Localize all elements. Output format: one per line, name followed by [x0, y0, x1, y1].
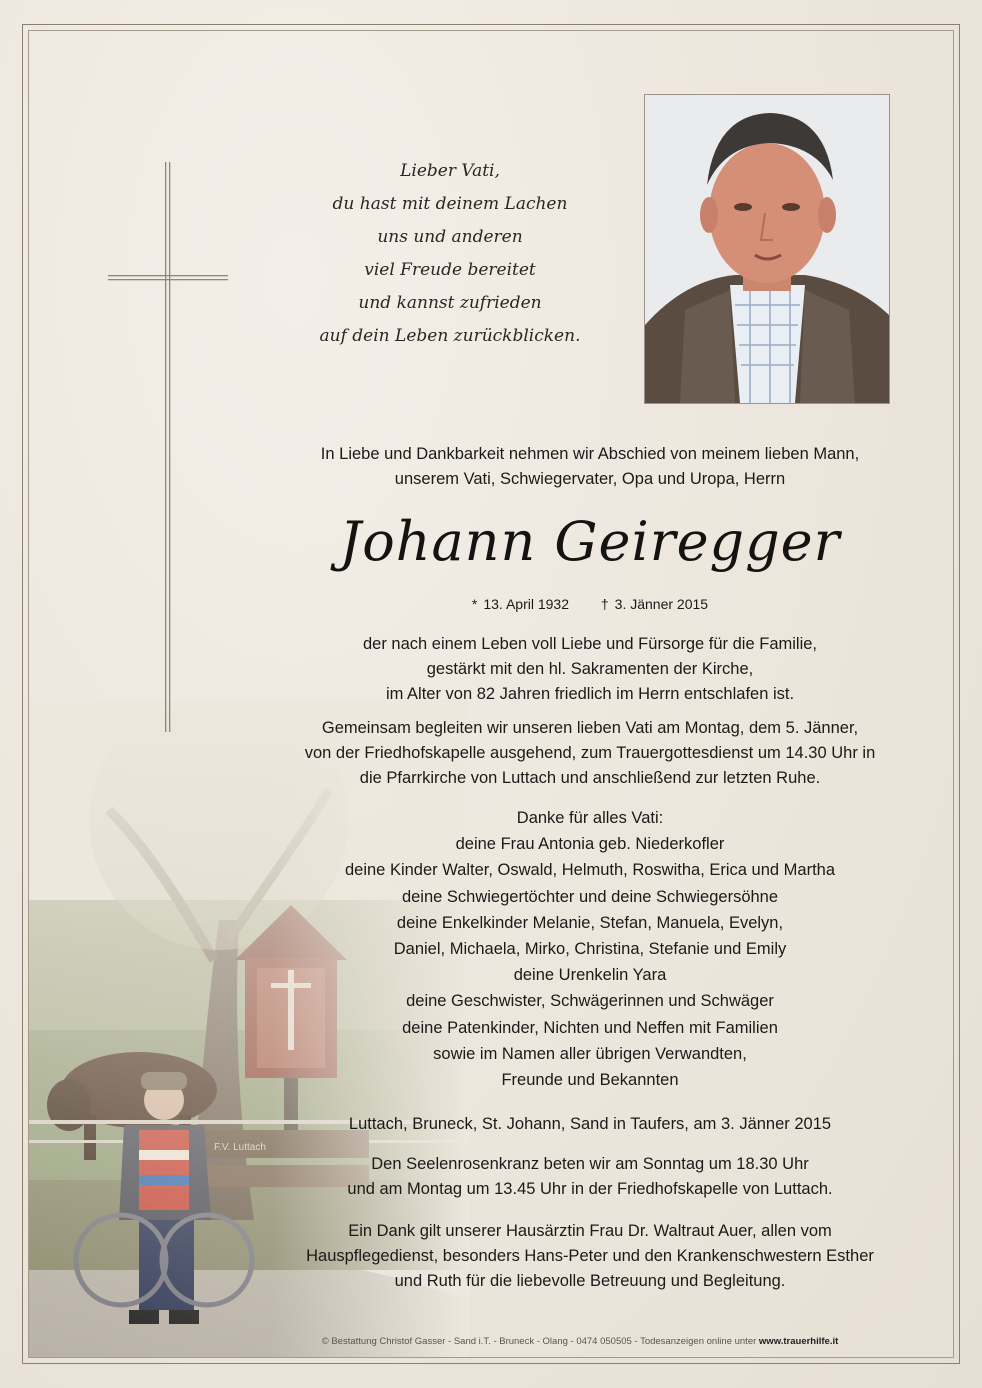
- thanks-line: deine Schwiegertöchter und deine Schwiegersöhne: [401, 887, 779, 906]
- intro-line: In Liebe und Dankbarkeit nehmen wir Abschied von meinem lieben Mann,: [320, 445, 860, 463]
- rosary-line: und am Montag um 13.45 Uhr in der Friedhofskapelle von Luttach.: [347, 1180, 833, 1198]
- poem-line: uns und anderen: [377, 227, 523, 247]
- death-date: 3. Jänner 2015: [614, 596, 709, 612]
- thanks-line: Daniel, Michaela, Mirko, Christina, Stefanie und Emily: [393, 940, 787, 959]
- thanks-list: [290, 805, 890, 1093]
- place-line: Luttach, Bruneck, St. Johann, Sand in Taufers, am 3. Jänner 2015: [348, 1115, 832, 1133]
- poem-line: Lieber Vati,: [400, 161, 500, 181]
- portrait-photo: [644, 94, 890, 404]
- gratitude-line: Hauspflegedienst, besonders Hans-Peter und den Krankenschwestern Esther: [306, 1247, 874, 1265]
- birth-date: 13. April 1932: [483, 596, 569, 612]
- life-line: gestärkt mit den hl. Sakramenten der Kirche,: [426, 660, 754, 678]
- life-line: der nach einem Leben voll Liebe und Fürsorge für die Familie,: [362, 635, 817, 653]
- cross-icon: [108, 162, 228, 732]
- poem-line: und kannst zufrieden: [358, 293, 542, 313]
- life-text: [290, 632, 890, 707]
- poem: [300, 155, 600, 353]
- funeral-line: Gemeinsam begleiten wir unseren lieben Vati am Montag, dem 5. Jänner,: [321, 719, 859, 737]
- footer-credit: [260, 1336, 900, 1347]
- gratitude-line: und Ruth für die liebevolle Betreuung und Begleitung.: [394, 1272, 786, 1290]
- funeral-line: von der Friedhofskapelle ausgehend, zum Trauergottesdienst um 14.30 Uhr in: [304, 744, 876, 762]
- rosary-line: Den Seelenrosenkranz beten wir am Sonntag um 18.30 Uhr: [371, 1155, 809, 1173]
- life-dates: [290, 596, 890, 612]
- death-symbol: †: [600, 596, 609, 612]
- intro-line: unserem Vati, Schwiegervater, Opa und Uropa, Herrn: [394, 470, 786, 488]
- deceased-name: Johann Geiregger: [339, 510, 841, 573]
- birth-symbol: *: [471, 596, 478, 612]
- poem-line: auf dein Leben zurückblicken.: [319, 326, 581, 346]
- funeral-line: die Pfarrkirche von Luttach und anschließend zur letzten Ruhe.: [359, 769, 821, 787]
- poem-line: viel Freude bereitet: [364, 260, 536, 280]
- thanks-line: sowie im Namen aller übrigen Verwandten,: [433, 1044, 747, 1063]
- life-line: im Alter von 82 Jahren friedlich im Herrn entschlafen ist.: [385, 685, 795, 703]
- thanks-line: Danke für alles Vati:: [516, 809, 664, 827]
- poem-line: du hast mit deinem Lachen: [332, 194, 568, 214]
- thanks-line: Freunde und Bekannten: [501, 1071, 679, 1090]
- footer-text: © Bestattung Christof Gasser - Sand i.T. - Bruneck - Olang - 0474 050505 - Todesanzeigen online unter: [321, 1336, 759, 1347]
- thanks-line: deine Kinder Walter, Oswald, Helmuth, Roswitha, Erica und Martha: [344, 861, 836, 880]
- intro-text: [290, 442, 890, 492]
- footer-link[interactable]: www.trauerhilfe.it: [758, 1336, 839, 1347]
- gratitude-text: [290, 1219, 890, 1294]
- thanks-line: deine Enkelkinder Melanie, Stefan, Manuela, Evelyn,: [396, 913, 784, 932]
- rosary-text: [290, 1152, 890, 1202]
- thanks-line: deine Frau Antonia geb. Niederkofler: [455, 835, 725, 854]
- funeral-text: [290, 716, 890, 791]
- thanks-line: deine Patenkinder, Nichten und Neffen mit Familien: [402, 1018, 778, 1037]
- thanks-line: deine Urenkelin Yara: [513, 966, 667, 985]
- place-and-date: [290, 1112, 890, 1137]
- gratitude-line: Ein Dank gilt unserer Hausärztin Frau Dr. Waltraut Auer, allen vom: [348, 1222, 832, 1240]
- thanks-line: deine Geschwister, Schwägerinnen und Schwäger: [406, 992, 774, 1011]
